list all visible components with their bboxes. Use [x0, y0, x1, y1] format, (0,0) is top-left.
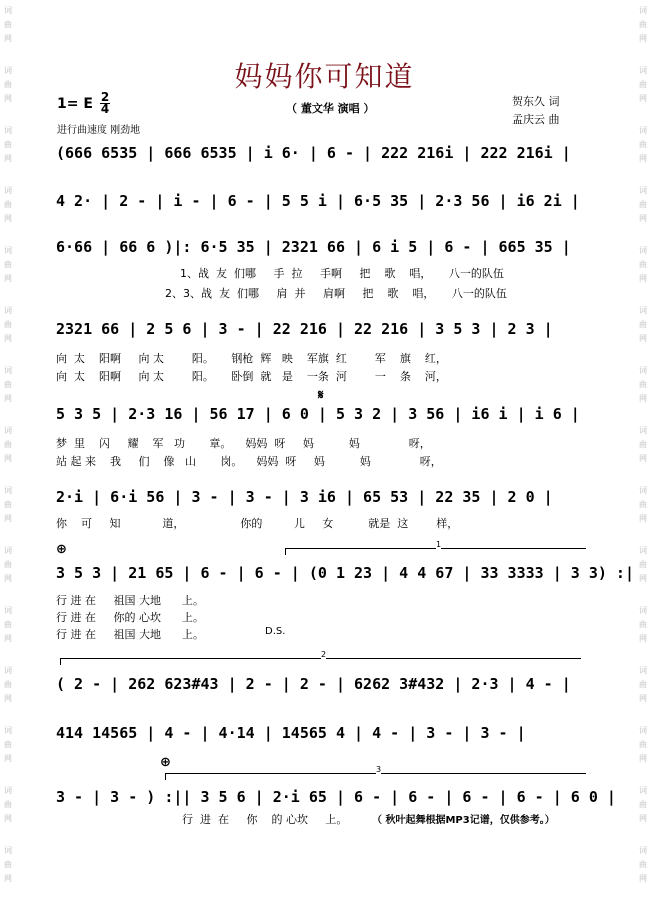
lyric-row-4a: 向 太 阳啊 向 太 阳。 钢枪 辉 映 军旗 红 军 旗 红， — [56, 352, 447, 365]
watermark-char: 曲 — [4, 740, 12, 749]
watermark-char: 网 — [4, 214, 12, 223]
watermark-char: 词 — [4, 246, 12, 255]
singer: （ 董文华 演唱 ） — [286, 102, 375, 115]
watermark-char: 词 — [4, 366, 12, 375]
volta-bracket-2 — [60, 650, 581, 665]
lyric-row-7a: 行 进 在 祖国 大地 上。 — [56, 594, 204, 607]
notation-row-6: 2·i | 6·i 56 | 3 - | 3 - | 3 i6 | 65 53 | 22 35 | 2 0 | — [56, 488, 553, 506]
watermark-char: 网 — [4, 754, 12, 763]
credits — [512, 93, 560, 129]
watermark-char: 词 — [4, 666, 12, 675]
watermark-char: 网 — [4, 874, 12, 883]
watermark-char: 曲 — [639, 140, 647, 149]
lyric-row-10: 行 进 在 你 的 心坎 上。 — [182, 813, 348, 826]
watermark-char: 词 — [639, 546, 647, 555]
watermark-char: 词 — [4, 786, 12, 795]
notation-row-2: 4 2· | 2 - | i - | 6 - | 5 5 i | 6·5 35 | 2·3 56 | i6 2i | — [56, 192, 580, 210]
watermark-char: 曲 — [4, 380, 12, 389]
watermark-char: 网 — [639, 874, 647, 883]
watermark-left — [0, 0, 14, 906]
watermark-char: 曲 — [4, 80, 12, 89]
tempo-marking: 进行曲速度 刚劲地 — [57, 125, 141, 136]
watermark-char: 网 — [639, 814, 647, 823]
watermark-char: 曲 — [4, 20, 12, 29]
watermark-char: 词 — [639, 366, 647, 375]
watermark-char: 曲 — [639, 620, 647, 629]
lyric-row-7c: 行 进 在 祖国 大地 上。 — [56, 628, 204, 641]
watermark-char: 曲 — [639, 740, 647, 749]
watermark-char: 曲 — [4, 200, 12, 209]
watermark-char: 词 — [639, 186, 647, 195]
watermark-char: 网 — [639, 34, 647, 43]
watermark-char: 词 — [639, 606, 647, 615]
watermark-char: 网 — [639, 694, 647, 703]
watermark-char: 网 — [4, 694, 12, 703]
watermark-char: 曲 — [639, 80, 647, 89]
watermark-char: 词 — [4, 846, 12, 855]
watermark-char: 曲 — [4, 860, 12, 869]
watermark-char: 网 — [4, 334, 12, 343]
volta-label-3: 3 — [376, 765, 382, 774]
watermark-char: 曲 — [4, 260, 12, 269]
song-title: 妈妈你可知道 — [234, 60, 415, 93]
watermark-char: 网 — [639, 394, 647, 403]
watermark-char: 曲 — [639, 20, 647, 29]
watermark-char: 网 — [639, 274, 647, 283]
watermark-char: 曲 — [639, 500, 647, 509]
watermark-char: 词 — [639, 846, 647, 855]
notation-row-9: 414 14565 | 4 - | 4·14 | 14565 4 | 4 - | 3 - | 3 - | — [56, 724, 526, 742]
watermark-char: 词 — [4, 606, 12, 615]
volta-bracket-1 — [285, 540, 586, 555]
notation-row-7: 3 5 3 | 21 65 | 6 - | 6 - | (0 1 23 | 4 4 67 | 33 3333 | 3 3) :| — [56, 564, 634, 582]
watermark-char: 词 — [4, 126, 12, 135]
notation-row-5: 5 3 5 | 2·3 16 | 56 17 | 6 0 | 5 3 2 | 3 56 | i6 i | i 6 | — [56, 405, 580, 423]
watermark-char: 曲 — [639, 260, 647, 269]
watermark-char: 词 — [639, 6, 647, 15]
lyric-row-5a: 梦 里 闪 耀 军 功 章。 妈妈 呀 妈 妈 呀， — [56, 437, 431, 450]
watermark-char: 曲 — [639, 800, 647, 809]
notation-row-10: 3 - | 3 - ) :|| 3 5 6 | 2·i 65 | 6 - | 6 - | 6 - | 6 - | 6 0 | — [56, 788, 616, 806]
watermark-char: 曲 — [4, 440, 12, 449]
watermark-right — [635, 0, 649, 906]
watermark-char: 曲 — [639, 860, 647, 869]
watermark-char: 词 — [4, 306, 12, 315]
watermark-char: 曲 — [639, 440, 647, 449]
watermark-char: 曲 — [639, 320, 647, 329]
lyric-row-3a: 1、战 友 们哪 手 拉 手啊 把 歌 唱， 八一的队伍 — [180, 267, 504, 280]
da-segno-label: D.S. — [265, 626, 286, 637]
transcription-note: （ 秋叶起舞根据MP3记谱，仅供参考。） — [372, 815, 555, 826]
watermark-char: 曲 — [639, 560, 647, 569]
time-bottom: 4 — [100, 102, 110, 116]
watermark-char: 词 — [639, 66, 647, 75]
watermark-char: 曲 — [4, 680, 12, 689]
watermark-char: 词 — [639, 246, 647, 255]
watermark-char: 词 — [4, 426, 12, 435]
watermark-char: 词 — [639, 306, 647, 315]
coda-sign-1: ⊕ — [56, 542, 67, 557]
notation-row-8: ( 2 - | 262 623#43 | 2 - | 2 - | 6262 3#432 | 2·3 | 4 - | — [56, 675, 571, 693]
watermark-char: 词 — [4, 486, 12, 495]
watermark-char: 网 — [639, 334, 647, 343]
lyric-row-6: 你 可 知 道， 你的 儿 女 就是 这 样， — [56, 517, 459, 530]
watermark-char: 词 — [4, 546, 12, 555]
watermark-char: 网 — [639, 214, 647, 223]
watermark-char: 词 — [4, 66, 12, 75]
notation-row-1: (666 6535 | 666 6535 | i 6· | 6 - | 222 216i | 222 216i | — [56, 144, 571, 162]
lyric-row-3b: 2、3、战 友 们哪 肩 并 肩啊 把 歌 唱， 八一的队伍 — [165, 287, 507, 300]
watermark-char: 词 — [639, 486, 647, 495]
time-signature — [100, 92, 110, 115]
watermark-char: 词 — [4, 726, 12, 735]
watermark-char: 网 — [4, 574, 12, 583]
watermark-char: 网 — [639, 94, 647, 103]
watermark-char: 网 — [4, 154, 12, 163]
notation-row-3: 6·66 | 66 6 )|: 6·5 35 | 2321 66 | 6 i 5 | 6 - | 665 35 | — [56, 238, 571, 256]
watermark-char: 词 — [639, 726, 647, 735]
lyricist: 贺东久 词 — [512, 95, 560, 108]
watermark-char: 曲 — [639, 680, 647, 689]
watermark-char: 网 — [639, 574, 647, 583]
segno-sign: 𝄋 — [318, 388, 324, 403]
watermark-char: 词 — [639, 126, 647, 135]
watermark-char: 网 — [4, 94, 12, 103]
watermark-char: 网 — [4, 454, 12, 463]
watermark-char: 曲 — [4, 560, 12, 569]
watermark-char: 网 — [4, 394, 12, 403]
watermark-char: 网 — [639, 454, 647, 463]
watermark-char: 网 — [4, 634, 12, 643]
key-signature: 1= E — [57, 96, 93, 112]
watermark-char: 网 — [639, 634, 647, 643]
watermark-char: 网 — [4, 514, 12, 523]
watermark-char: 曲 — [4, 140, 12, 149]
coda-sign-2: ⊕ — [160, 755, 171, 770]
watermark-char: 词 — [639, 786, 647, 795]
watermark-char: 曲 — [4, 320, 12, 329]
watermark-char: 网 — [4, 274, 12, 283]
watermark-char: 曲 — [639, 380, 647, 389]
notation-row-4: 2321 66 | 2 5 6 | 3 - | 22 216 | 22 216 | 3 5 3 | 2 3 | — [56, 320, 553, 338]
watermark-char: 网 — [639, 154, 647, 163]
watermark-char: 曲 — [4, 500, 12, 509]
lyric-row-7b: 行 进 在 你的 心坎 上。 — [56, 611, 204, 624]
lyric-row-4b: 向 太 阳啊 向 太 阳。 卧倒 就 是 一条 河 一 条 河， — [56, 370, 447, 383]
watermark-char: 网 — [639, 514, 647, 523]
watermark-char: 曲 — [639, 200, 647, 209]
watermark-char: 网 — [4, 814, 12, 823]
watermark-char: 曲 — [4, 800, 12, 809]
watermark-char: 词 — [639, 426, 647, 435]
watermark-char: 词 — [4, 186, 12, 195]
volta-label-2: 2 — [321, 650, 327, 659]
watermark-char: 词 — [639, 666, 647, 675]
volta-bracket-3 — [165, 765, 586, 780]
watermark-char: 词 — [4, 6, 12, 15]
watermark-char: 曲 — [4, 620, 12, 629]
lyric-row-5b: 站 起 来 我 们 像 山 岗。 妈妈 呀 妈 妈 呀， — [56, 455, 442, 468]
volta-label-1: 1 — [436, 540, 442, 549]
time-top: 2 — [100, 90, 110, 104]
watermark-char: 网 — [639, 754, 647, 763]
watermark-char: 网 — [4, 34, 12, 43]
composer: 孟庆云 曲 — [512, 113, 560, 126]
